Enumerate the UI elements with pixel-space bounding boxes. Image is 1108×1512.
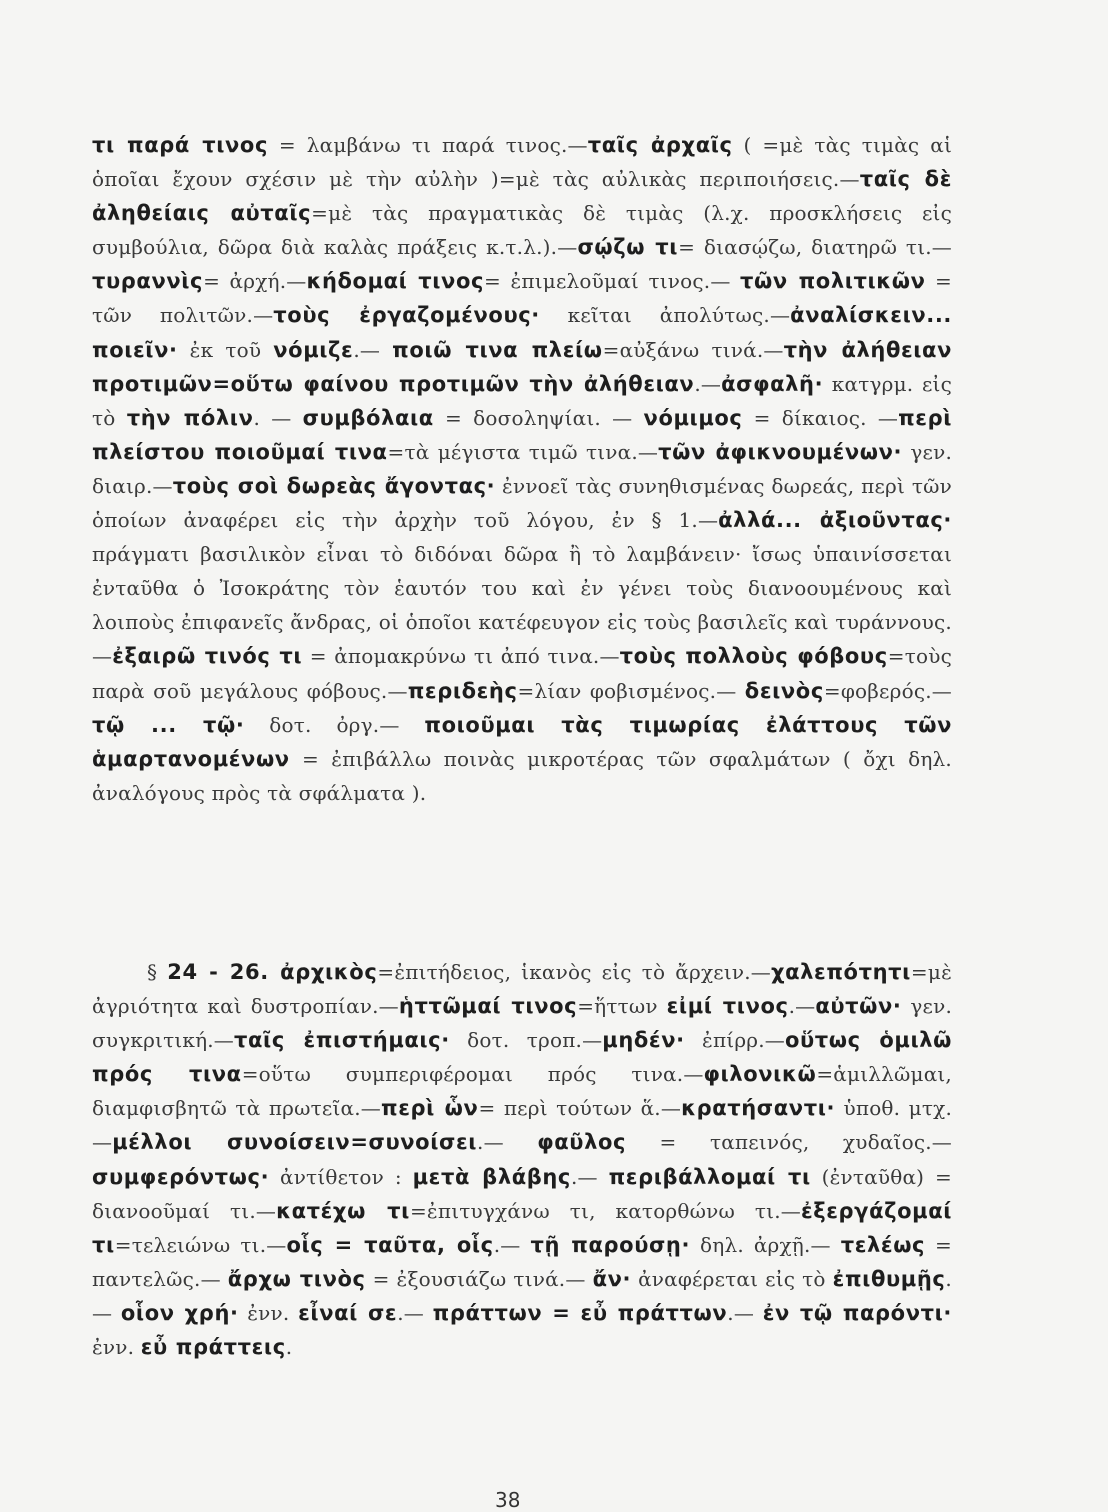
- gloss-text: ( =μὲ τὰς τιμὰς αἱ ὁποῖαι ἔχουν σχέσιν μὲ τὴν αὐλὴν )=μὲ τὰς αὐλικὰς περιποιήσεις.—: [92, 133, 952, 192]
- lemma-term: τοὺς ἐργαζομένους·: [273, 303, 540, 328]
- gloss-text: = τῶν πολιτῶν.—: [92, 269, 952, 328]
- lemma-term: 24 - 26. ἀρχικὸς: [167, 960, 378, 984]
- lemma-term: ἄρχω τινὸς: [227, 1266, 366, 1291]
- commentary-paragraph-1: [92, 128, 952, 810]
- gloss-text: =ἁμιλλῶμαι, διαμφισβητῶ τὰ πρωτεῖα.—: [92, 1062, 952, 1121]
- gloss-text: =ἐπιτυγχάνω τι, κατορθώνω τι.—: [409, 1198, 801, 1223]
- gloss-text: =ἥττων: [577, 994, 667, 1019]
- lemma-term: κρατήσαντι·: [681, 1096, 836, 1121]
- gloss-text: ἐνν.: [92, 1335, 141, 1360]
- lemma-term: νόμιμος: [643, 405, 743, 430]
- gloss-text: κατγρμ. εἰς τὸ: [92, 371, 953, 430]
- lemma-term: φαῦλος: [537, 1130, 627, 1155]
- gloss-text: =μὲ τὰς πραγματικὰς δὲ τιμὰς (λ.χ. προσκλήσεις εἰς συμβούλια, δῶρα διὰ καλὰς πράξεις κ.τ.λ.).—: [92, 201, 952, 260]
- gloss-text: .—: [788, 994, 816, 1019]
- gloss-text: δηλ. ἀρχῇ.—: [690, 1232, 841, 1257]
- lemma-term: ἀσφαλῆ·: [721, 371, 824, 396]
- lemma-term: οἷον χρή·: [120, 1300, 239, 1325]
- lemma-term: οἷς = ταῦτα, οἷς: [286, 1232, 494, 1257]
- lemma-term: συμβόλαια: [302, 405, 434, 430]
- lemma-term: περιβάλλομαί τι: [608, 1164, 811, 1189]
- lemma-term: τι παρά τινος: [92, 133, 268, 157]
- gloss-text: = ταπεινός, χυδαῖος.—: [626, 1130, 952, 1155]
- gloss-text: =φοβερός.—: [823, 678, 952, 703]
- lemma-term: τῇ παρούσῃ·: [530, 1232, 691, 1257]
- gloss-text: §: [147, 960, 168, 984]
- gloss-text: =αὐξάνω τινά.—: [602, 337, 784, 362]
- gloss-text: =λίαν φοβισμένος.—: [517, 678, 745, 703]
- gloss-text: ἐπίρρ.—: [684, 1028, 785, 1053]
- lemma-term: σῴζω τι: [577, 235, 679, 260]
- lemma-term: πράττων = εὖ πράττων: [432, 1300, 728, 1325]
- lemma-term: κήδομαί τινος: [306, 269, 485, 294]
- lemma-term: ἐν τῷ παρόντι·: [762, 1300, 952, 1325]
- lemma-term: ἡττῶμαί τινος: [398, 994, 578, 1019]
- gloss-text: = ἐξουσιάζω τινά.—: [365, 1266, 593, 1291]
- gloss-text: γεν. συγκριτική.—: [92, 994, 953, 1053]
- gloss-text: =οὕτω συμπεριφέρομαι πρός τινα.—: [241, 1062, 704, 1087]
- gloss-text: ἐννοεῖ τὰς συνηθισμένας δωρεάς, περὶ τῶν ὁποίων ἀναφέρει εἰς τὴν ἀρχὴν τοῦ λόγου, ἐν § 1.—: [92, 473, 952, 533]
- lemma-term: εἰμί τινος: [666, 994, 789, 1019]
- lemma-term: ἐξαιρῶ τινός τι: [112, 644, 303, 669]
- lemma-term: εἶναί σε: [298, 1300, 398, 1325]
- lemma-term: οὕτως ὁμιλῶ πρός τινα: [92, 1028, 952, 1087]
- gloss-text: .—: [477, 1130, 538, 1155]
- lemma-term: ἀλλά... ἀξιοῦντας·: [718, 508, 952, 533]
- gloss-text: =τελειώνω τι.—: [114, 1232, 287, 1257]
- lemma-term: ἄν·: [592, 1266, 632, 1291]
- lemma-term: ἐπιθυμῇς: [832, 1266, 946, 1291]
- gloss-text: = ἐπιβάλλω ποινὰς μικροτέρας τῶν σφαλμάτων ( ὄχι δηλ. ἀναλόγους πρὸς τὰ σφάλματα ).: [92, 746, 952, 805]
- gloss-text: .—: [570, 1164, 609, 1189]
- gloss-text: .—: [92, 1266, 952, 1325]
- gloss-text: κεῖται ἀπολύτως.—: [539, 303, 791, 328]
- gloss-text: δοτ. τροπ.—: [449, 1028, 603, 1053]
- lemma-term: ταῖς ἀρχαῖς: [587, 133, 733, 157]
- lemma-term: ταῖς δὲ ἀληθείαις αὐταῖς: [92, 167, 952, 226]
- lemma-term: ποιοῦμαι τὰς τιμωρίας ἐλάττους τῶν ἁμαρτανομένων: [92, 712, 952, 771]
- paragraph-text: [92, 955, 952, 1364]
- paragraph-text: [92, 128, 952, 810]
- lemma-term: περὶ πλείστου ποιοῦμαί τινα: [92, 405, 952, 464]
- gloss-text: ἀντίθετον :: [269, 1164, 413, 1189]
- lemma-term: μηδέν·: [602, 1028, 685, 1053]
- gloss-text: ἐκ τοῦ: [177, 337, 274, 362]
- lemma-term: φιλονικῶ: [703, 1062, 817, 1087]
- lemma-term: εὖ πράττεις: [140, 1335, 286, 1360]
- lemma-term: τὴν ἀλήθειαν προτιμῶν=οὕτω φαίνου προτιμῶν τὴν ἀλήθειαν: [92, 337, 952, 396]
- gloss-text: = λαμβάνω τι παρά τινος.—: [268, 133, 588, 157]
- gloss-text: .—: [727, 1300, 763, 1325]
- gloss-text: (ἐνταῦθα) = διανοοῦμαί τι.—: [92, 1164, 952, 1223]
- lemma-term: τῷ ... τῷ·: [92, 712, 245, 737]
- commentary-paragraph-2: [92, 955, 952, 1364]
- lemma-term: περὶ ὧν: [380, 1096, 479, 1121]
- lemma-term: τοὺς σοὶ δωρεὰς ἄγοντας·: [172, 473, 496, 498]
- lemma-term: ταῖς ἐπιστήμαις·: [234, 1028, 450, 1053]
- gloss-text: . —: [253, 405, 303, 430]
- gloss-text: =τὰ μέγιστα τιμῶ τινα.—: [387, 439, 659, 464]
- lemma-term: αὐτῶν·: [815, 994, 902, 1019]
- lemma-term: τῶν πολιτικῶν: [740, 269, 926, 294]
- lemma-term: τελέως: [840, 1232, 926, 1257]
- lemma-term: περιδεὴς: [407, 678, 518, 703]
- lemma-term: μέλλοι συνοίσειν=συνοίσει: [112, 1130, 478, 1155]
- lemma-term: τυραννὶς: [92, 269, 204, 294]
- lemma-term: κατέχω τι: [276, 1198, 410, 1223]
- gloss-text: .: [285, 1335, 293, 1360]
- gloss-text: ἐνν.: [238, 1300, 299, 1325]
- gloss-text: γεν. διαιρ.—: [92, 439, 953, 498]
- gloss-text: = ἀρχή.—: [203, 269, 307, 294]
- lemma-term: μετὰ βλάβης: [412, 1164, 571, 1189]
- lemma-term: ἐξεργάζομαί τι: [92, 1198, 953, 1257]
- gloss-text: = ἀπομακρύνω τι ἀπό τινα.—: [302, 644, 620, 669]
- lemma-term: δεινὸς: [744, 678, 824, 703]
- lemma-term: ποιῶ τινα πλείω: [392, 337, 603, 362]
- gloss-text: .—: [493, 1232, 531, 1257]
- gloss-text: .—: [397, 1300, 433, 1325]
- gloss-text: =τοὺς παρὰ σοῦ μεγάλους φόβους.—: [92, 644, 952, 703]
- gloss-text: πράγματι βασιλικὸν εἶναι τὸ διδόναι δῶρα ἢ τὸ λαμβάνειν· ἴσως ὑπαινίσσεται ἐνταῦθα ὁ Ἰσοκράτης τὸν ἑαυτόν του καὶ ἐν γένει τοὺς διανοουμένους καὶ λοιποὺς ἐπιφανεῖς ἄνδρας, οἱ ὁποῖοι κατέφευγον εἰς τοὺς βασιλεῖς καὶ τυράννους.—: [92, 542, 952, 669]
- lemma-term: τῶν ἀφικνουμένων·: [658, 439, 903, 464]
- gloss-text: ὑποθ. μτχ.—: [92, 1096, 953, 1155]
- gloss-text: = ἐπιμελοῦμαί τινος.—: [484, 269, 740, 294]
- lemma-term: τοὺς πολλοὺς φόβους: [619, 644, 888, 669]
- gloss-text: =ἐπιτήδειος, ἱκανὸς εἰς τὸ ἄρχειν.—: [377, 960, 771, 984]
- lemma-term: τὴν πόλιν: [126, 405, 254, 430]
- lemma-term: ἀναλίσκειν... ποιεῖν·: [92, 303, 952, 362]
- gloss-text: = περὶ τούτων ἅ.—: [478, 1096, 682, 1121]
- lemma-term: συμφερόντως·: [92, 1164, 270, 1189]
- lemma-term: νόμιζε: [273, 337, 354, 362]
- gloss-text: ἀναφέρεται εἰς τὸ: [631, 1266, 833, 1291]
- gloss-text: = δοσοληψίαι. —: [433, 405, 644, 430]
- page-number: 38: [495, 1488, 521, 1512]
- gloss-text: .—: [353, 337, 393, 362]
- gloss-text: = παντελῶς.—: [92, 1232, 953, 1291]
- gloss-text: δοτ. ὀργ.—: [244, 712, 425, 737]
- gloss-text: =μὲ ἀγριότητα καὶ δυστροπίαν.—: [92, 960, 953, 1019]
- gloss-text: = δίκαιος. —: [742, 405, 899, 430]
- lemma-term: χαλεπότητι: [770, 960, 911, 984]
- gloss-text: = διασῴζω, διατηρῶ τι.—: [678, 235, 952, 260]
- gloss-text: .—: [694, 371, 722, 396]
